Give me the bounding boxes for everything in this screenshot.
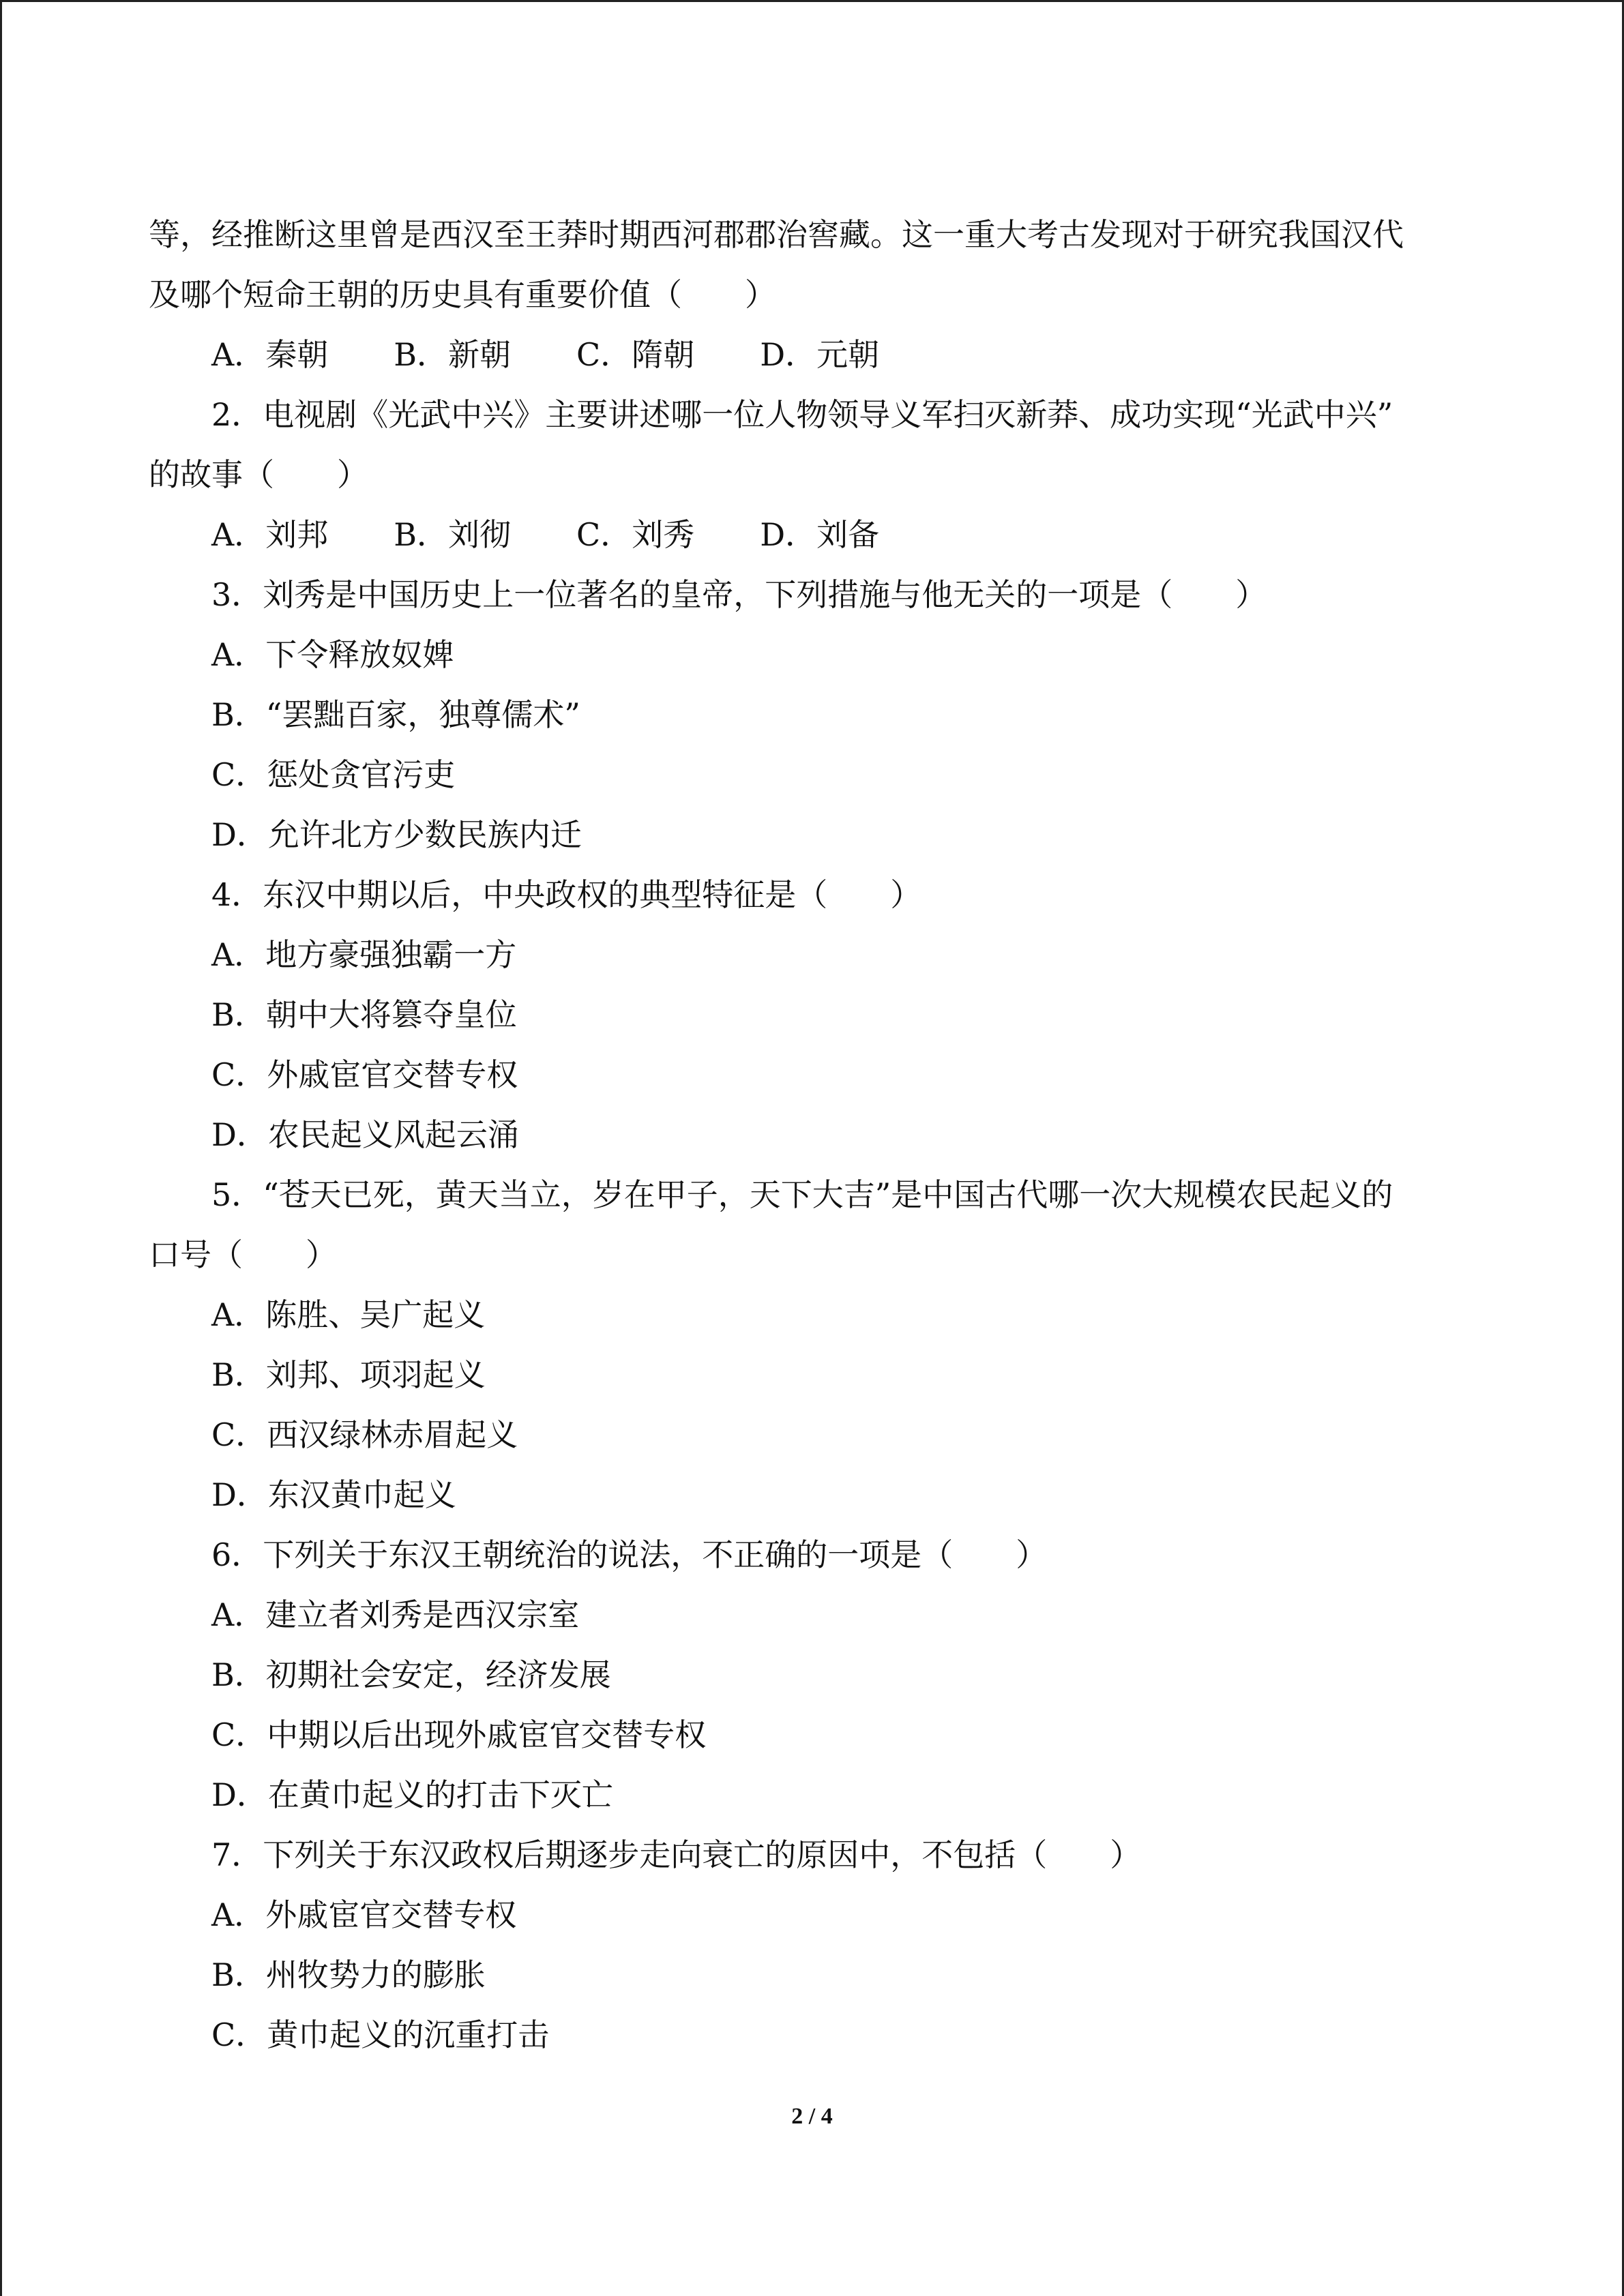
q2-option-a[interactable]: A．刘邦 [211, 516, 329, 553]
q2-stem-line-1: 2．电视剧《光武中兴》主要讲述哪一位人物领导义军扫灭新莽、成功实现“光武中兴” [211, 396, 1393, 433]
q5-option-c[interactable]: C．西汉绿林赤眉起义 [211, 1416, 518, 1453]
q3-option-c[interactable]: C．惩处贪官污吏 [211, 756, 456, 793]
q7-option-b[interactable]: B．州牧势力的膨胀 [211, 1956, 486, 1993]
q3-stem: 3．刘秀是中国历史上一位著名的皇帝，下列措施与他无关的一项是（ ） [211, 576, 1267, 613]
q2-options-row [149, 505, 1475, 565]
q5-stem-line-2: 口号（ ） [149, 1236, 337, 1273]
q1-option-a[interactable]: A．秦朝 [211, 336, 329, 373]
q3-option-b[interactable]: B．“罢黜百家，独尊儒术” [211, 696, 580, 733]
q5-option-a[interactable]: A．陈胜、吴广起义 [211, 1296, 486, 1333]
q1-option-c[interactable]: C．隋朝 [576, 336, 695, 373]
q6-stem: 6．下列关于东汉王朝统治的说法，不正确的一项是（ ） [211, 1536, 1048, 1573]
q2-stem-line-2: 的故事（ ） [149, 456, 368, 493]
q2-option-d[interactable]: D．刘备 [760, 516, 880, 553]
q1-continuation-line-1: 等，经推断这里曾是西汉至王莽时期西河郡郡治窖藏。这一重大考古发现对于研究我国汉代 [149, 216, 1404, 253]
q4-option-b[interactable]: B．朝中大将篡夺皇位 [211, 996, 517, 1033]
q2-option-c[interactable]: C．刘秀 [576, 516, 695, 553]
q2-option-b[interactable]: B．刘彻 [394, 516, 512, 553]
q1-option-b[interactable]: B．新朝 [394, 336, 512, 373]
page-number: 2 / 4 [791, 2104, 833, 2129]
q1-options-row [149, 325, 1475, 385]
document-body [149, 205, 1475, 2065]
q6-option-c[interactable]: C．中期以后出现外戚宦官交替专权 [211, 1716, 707, 1753]
q6-option-d[interactable]: D．在黄巾起义的打击下灭亡 [211, 1776, 613, 1813]
q7-option-c[interactable]: C．黄巾起义的沉重打击 [211, 2016, 550, 2053]
q3-option-d[interactable]: D．允许北方少数民族内迁 [211, 816, 582, 853]
q4-option-c[interactable]: C．外戚宦官交替专权 [211, 1056, 518, 1093]
q4-option-d[interactable]: D．农民起义风起云涌 [211, 1116, 519, 1153]
q5-stem-line-1: 5．“苍天已死，黄天当立，岁在甲子，天下大吉”是中国古代哪一次大规模农民起义的 [211, 1176, 1393, 1213]
q5-option-b[interactable]: B．刘邦、项羽起义 [211, 1356, 486, 1393]
q3-option-a[interactable]: A．下令释放奴婢 [211, 636, 454, 673]
q4-stem: 4．东汉中期以后，中央政权的典型特征是（ ） [211, 876, 922, 913]
q6-option-a[interactable]: A．建立者刘秀是西汉宗室 [211, 1596, 580, 1633]
q4-option-a[interactable]: A．地方豪强独霸一方 [211, 936, 517, 973]
q6-option-b[interactable]: B．初期社会安定，经济发展 [211, 1656, 611, 1693]
q7-option-a[interactable]: A．外戚宦官交替专权 [211, 1896, 517, 1933]
q5-option-d[interactable]: D．东汉黄巾起义 [211, 1476, 456, 1513]
q7-stem: 7．下列关于东汉政权后期逐步走向衰亡的原因中，不包括（ ） [211, 1836, 1142, 1873]
q1-option-d[interactable]: D．元朝 [760, 336, 880, 373]
q1-continuation-line-2: 及哪个短命王朝的历史具有重要价值（ ） [149, 276, 776, 313]
